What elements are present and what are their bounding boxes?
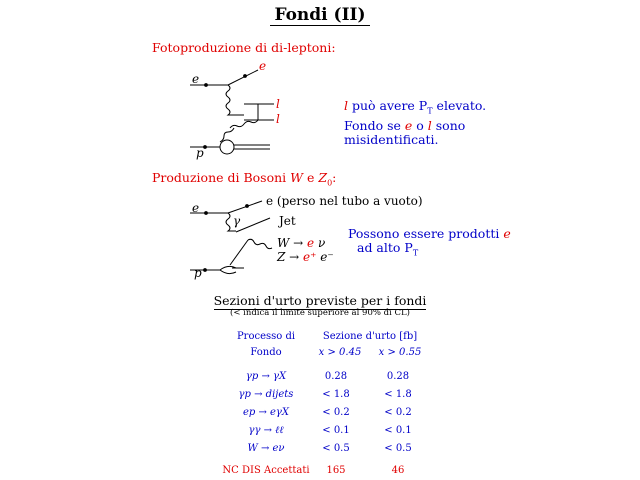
diagram2-z-decay-label: Z → e⁺ e⁻	[277, 250, 334, 264]
table-header-cross-section: Sezione d'urto [fb]	[322, 331, 418, 342]
table-row-value-x055: 0.28	[386, 371, 410, 382]
table-row-value-x045: 0.28	[324, 371, 348, 382]
diagram1-lepton1-label: l	[276, 97, 280, 111]
diagram2-e-out-label: e (perso nel tubo a vuoto)	[266, 194, 423, 208]
section1-heading: Fotoproduzione di di-leptoni:	[152, 40, 336, 55]
section1-note-line1: l può avere $P_T$ elevato.	[344, 98, 487, 116]
section2-note-line2: ad alto $P_T$	[357, 240, 419, 258]
diagram2-e-in-label: e	[192, 201, 200, 215]
table-row-process: γp → dijets	[238, 389, 294, 400]
table-subtitle: (< indica il limite superiore al 90% di CL)	[230, 308, 410, 318]
diagram2-jet-label: Jet	[279, 214, 296, 228]
table-row-process: W → eν	[247, 443, 285, 454]
table-row-value-x055: < 1.8	[384, 389, 412, 400]
section2-note-line1: Possono essere prodotti e	[348, 226, 511, 241]
diagram1-lepton2-label: l	[276, 112, 280, 126]
table-row-value-x055: < 0.2	[384, 407, 412, 418]
table-row-process: γγ → ℓℓ	[248, 425, 284, 436]
section2-note	[348, 227, 511, 261]
section2-heading: Produzione di Bosoni W e $Z_0$:	[152, 170, 337, 188]
table-header-x055: x > 0.55	[378, 347, 422, 358]
table-row-process: ep → eγX	[242, 407, 290, 418]
table-row-value-x045: < 0.2	[322, 407, 350, 418]
table-header-process: Processo di	[236, 331, 296, 342]
table-title: Sezioni d'urto previste per i fondi	[213, 293, 427, 308]
table-row-value-x045: < 0.5	[322, 443, 350, 454]
diagram2-gamma-label: γ	[233, 214, 241, 228]
table-row-process: γp → γX	[245, 371, 287, 382]
section1-note-line3: misidentificati.	[344, 131, 439, 147]
table-footer-label: NC DIS Accettati	[222, 465, 310, 476]
section1-note-line2: Fondo se e o l sono	[344, 117, 466, 133]
table-row-value-x055: < 0.5	[384, 443, 412, 454]
table-header-fondo: Fondo	[250, 347, 282, 358]
diagram2-proton-label: p	[194, 266, 202, 280]
table-footer-value-x045: 165	[326, 465, 346, 476]
diagram2-w-decay-label: W → e ν	[277, 236, 326, 250]
table-row-value-x045: < 0.1	[322, 425, 350, 436]
table-row-value-x045: < 1.8	[322, 389, 350, 400]
section1-note	[344, 99, 486, 147]
table-row-value-x055: < 0.1	[384, 425, 412, 436]
diagram1-proton-label: p	[196, 146, 204, 160]
table-header-x045: x > 0.45	[318, 347, 362, 358]
diagram1-e-in-label: e	[192, 72, 200, 86]
diagram1-e-out-label: e	[259, 59, 267, 73]
page-title: Fondi (II)	[0, 5, 640, 25]
table-footer-value-x055: 46	[391, 465, 405, 476]
